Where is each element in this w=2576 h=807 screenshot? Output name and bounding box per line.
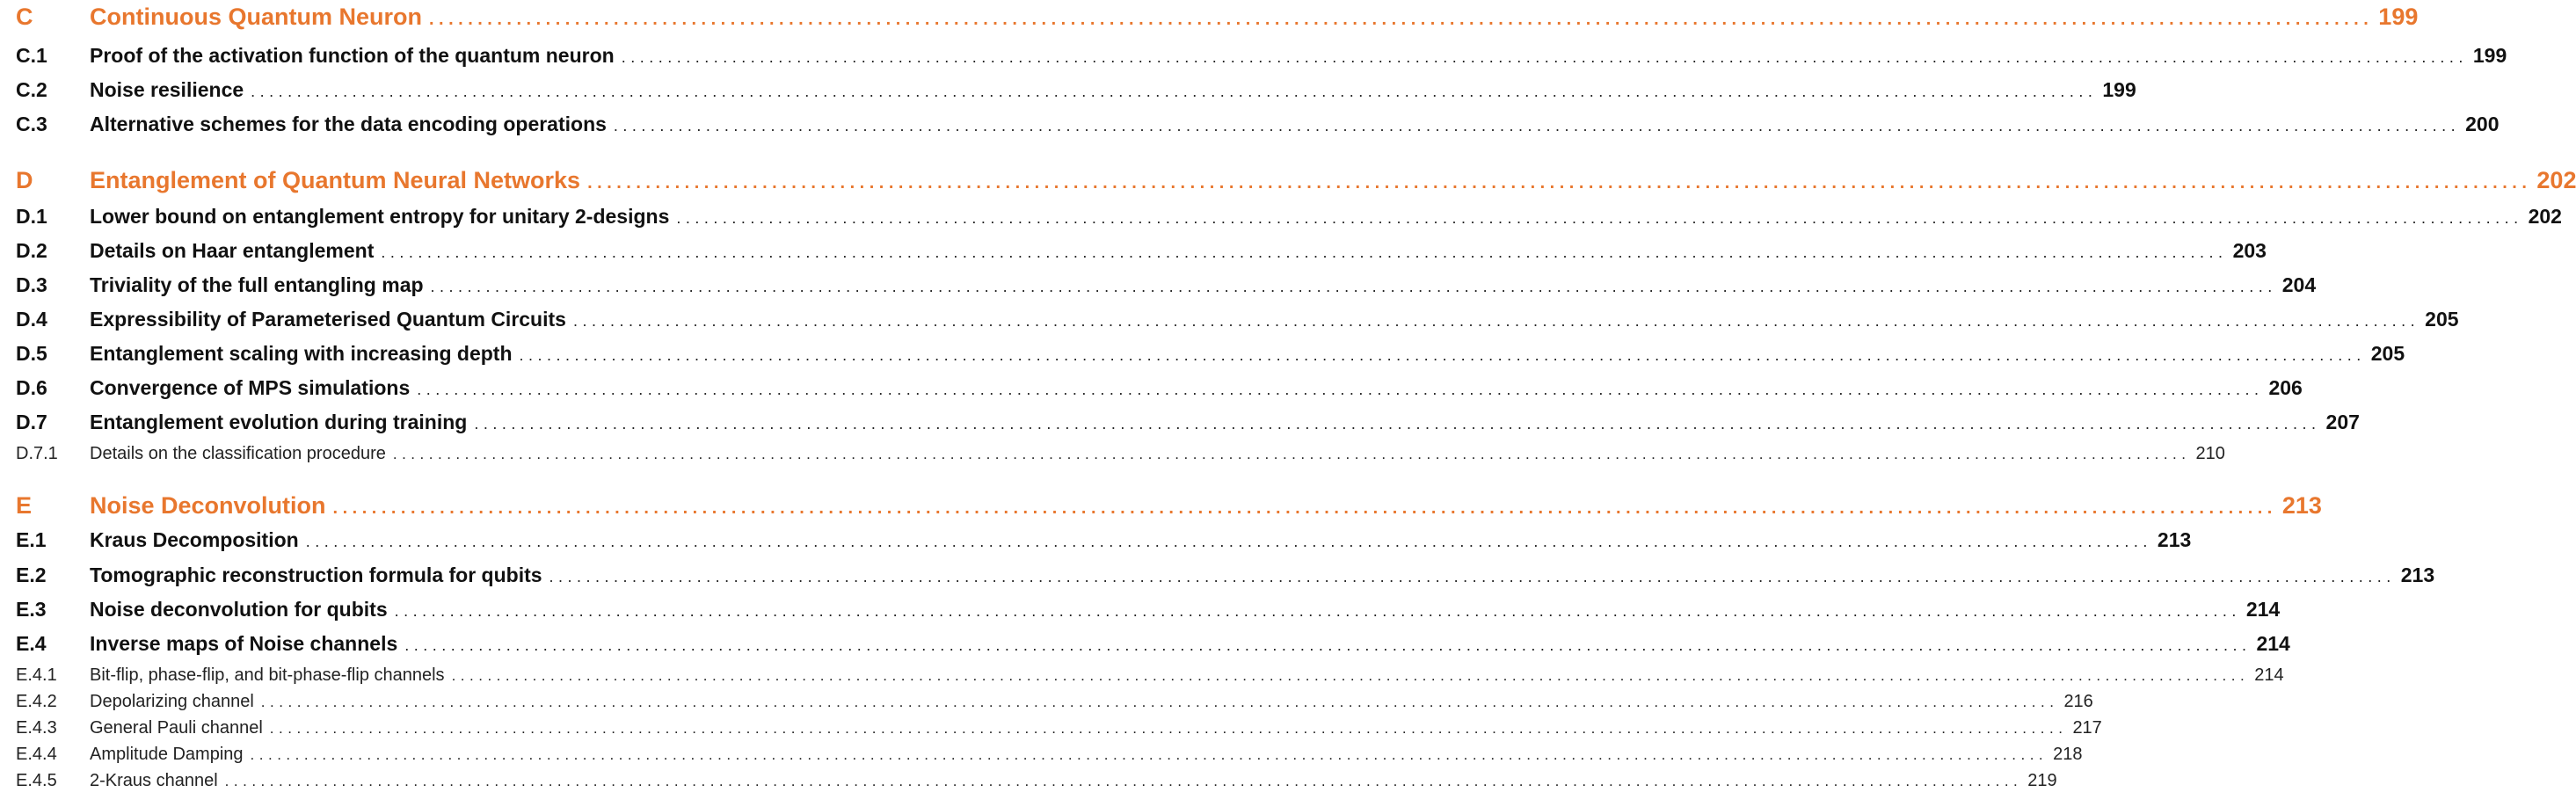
entry-number: C.3 bbox=[16, 113, 47, 135]
dot-leader: ........................................................................................................................................................................................................ bbox=[224, 773, 2023, 789]
entry-number: E.4.3 bbox=[16, 718, 57, 738]
entry-number: C.1 bbox=[16, 44, 47, 67]
dot-leader: ........................................................................................................................................................................................................ bbox=[251, 83, 2098, 100]
dot-leader: ........................................................................................................................................................................................................ bbox=[474, 415, 2321, 433]
entry-title[interactable]: Amplitude Damping bbox=[90, 745, 244, 764]
entry-title[interactable]: Depolarizing channel bbox=[90, 692, 254, 711]
dot-leader: ........................................................................................................................................................................................................ bbox=[428, 10, 2374, 29]
entry-title[interactable]: Triviality of the full entangling map bbox=[90, 273, 424, 296]
entry-page-number[interactable]: 217 bbox=[2072, 718, 2102, 738]
entry-page-number[interactable]: 205 bbox=[2370, 342, 2405, 365]
entry-title[interactable]: Entanglement evolution during training bbox=[90, 411, 468, 433]
toc-section-entry[interactable] bbox=[16, 239, 2267, 263]
toc-section-entry[interactable] bbox=[16, 78, 2136, 102]
toc-section-entry[interactable] bbox=[16, 376, 2303, 400]
dot-leader: ........................................................................................................................................................................................................ bbox=[519, 346, 2366, 364]
entry-number: D.3 bbox=[16, 273, 47, 296]
entry-number: E.4.1 bbox=[16, 665, 57, 685]
entry-number: E.3 bbox=[16, 598, 47, 621]
dot-leader: ........................................................................................................................................................................................................ bbox=[250, 746, 2048, 763]
entry-page-number[interactable]: 218 bbox=[2053, 745, 2083, 764]
dot-leader: ........................................................................................................................................................................................................ bbox=[392, 446, 2191, 462]
entry-page-number[interactable]: 219 bbox=[2027, 771, 2057, 790]
toc-chapter-entry[interactable] bbox=[16, 4, 2419, 31]
entry-page-number[interactable]: 214 bbox=[2254, 665, 2284, 685]
entry-title[interactable]: Lower bound on entanglement entropy for unitary 2-designs bbox=[90, 205, 670, 228]
toc-subsection-entry[interactable] bbox=[16, 771, 2057, 791]
entry-number: D.4 bbox=[16, 308, 47, 331]
entry-page-number[interactable]: 210 bbox=[2195, 444, 2225, 463]
entry-number: C.2 bbox=[16, 78, 47, 101]
entry-number: D.1 bbox=[16, 205, 47, 228]
entry-number: D bbox=[16, 167, 33, 193]
toc-section-entry[interactable] bbox=[16, 411, 2360, 434]
toc-section-entry[interactable] bbox=[16, 205, 2562, 229]
toc-section-entry[interactable] bbox=[16, 563, 2435, 587]
entry-number: E.1 bbox=[16, 528, 47, 551]
dot-leader: ........................................................................................................................................................................................................ bbox=[305, 533, 2152, 550]
entry-page-number[interactable]: 214 bbox=[2245, 598, 2281, 621]
toc-section-entry[interactable] bbox=[16, 598, 2281, 622]
dot-leader: ........................................................................................................................................................................................................ bbox=[381, 244, 2228, 261]
toc-subsection-entry[interactable] bbox=[16, 665, 2284, 686]
entry-title[interactable]: Noise deconvolution for qubits bbox=[90, 598, 388, 621]
entry-title[interactable]: Details on Haar entanglement bbox=[90, 239, 375, 262]
entry-title[interactable]: Proof of the activation function of the quantum neuron bbox=[90, 44, 615, 67]
entry-number: D.2 bbox=[16, 239, 47, 262]
entry-number: E.4.5 bbox=[16, 771, 57, 790]
entry-page-number[interactable]: 207 bbox=[2325, 411, 2360, 433]
entry-title[interactable]: Expressibility of Parameterised Quantum Circuits bbox=[90, 308, 566, 331]
dot-leader: ........................................................................................................................................................................................................ bbox=[549, 568, 2396, 585]
toc-subsection-entry[interactable] bbox=[16, 745, 2083, 765]
entry-page-number[interactable]: 199 bbox=[2102, 78, 2136, 101]
toc-section-entry[interactable] bbox=[16, 44, 2507, 68]
entry-title[interactable]: Noise Deconvolution bbox=[90, 492, 326, 519]
entry-title[interactable]: Kraus Decomposition bbox=[90, 528, 299, 551]
toc-subsection-entry[interactable] bbox=[16, 444, 2225, 464]
entry-title[interactable]: Noise resilience bbox=[90, 78, 244, 101]
dot-leader: ........................................................................................................................................................................................................ bbox=[430, 278, 2277, 295]
entry-title[interactable]: Continuous Quantum Neuron bbox=[90, 4, 422, 30]
entry-page-number[interactable]: 199 bbox=[2378, 4, 2419, 30]
entry-page-number[interactable]: 206 bbox=[2268, 376, 2303, 399]
dot-leader: ........................................................................................................................................................................................................ bbox=[260, 694, 2059, 710]
dot-leader: ........................................................................................................................................................................................................ bbox=[394, 602, 2241, 620]
dot-leader: ........................................................................................................................................................................................................ bbox=[587, 173, 2532, 193]
toc-section-entry[interactable] bbox=[16, 342, 2405, 366]
dot-leader: ........................................................................................................................................................................................................ bbox=[613, 117, 2461, 134]
entry-number: D.7.1 bbox=[16, 444, 58, 463]
toc-section-entry[interactable] bbox=[16, 528, 2192, 552]
entry-page-number[interactable]: 202 bbox=[2528, 205, 2562, 228]
entry-title[interactable]: Bit-flip, phase-flip, and bit-phase-flip channels bbox=[90, 665, 445, 685]
entry-title[interactable]: Alternative schemes for the data encoding operations bbox=[90, 113, 607, 135]
entry-number: C bbox=[16, 4, 33, 30]
entry-page-number[interactable]: 213 bbox=[2400, 563, 2435, 586]
dot-leader: ........................................................................................................................................................................................................ bbox=[404, 636, 2252, 654]
entry-page-number[interactable]: 213 bbox=[2281, 492, 2322, 519]
dot-leader: ........................................................................................................................................................................................................ bbox=[417, 381, 2264, 398]
toc-section-entry[interactable] bbox=[16, 308, 2459, 331]
entry-number: E.4 bbox=[16, 632, 47, 655]
dot-leader: ........................................................................................................................................................................................................ bbox=[332, 498, 2277, 518]
toc-section-entry[interactable] bbox=[16, 632, 2290, 656]
entry-page-number[interactable]: 213 bbox=[2157, 528, 2192, 551]
entry-title[interactable]: Convergence of MPS simulations bbox=[90, 376, 411, 399]
entry-page-number[interactable]: 214 bbox=[2256, 632, 2290, 655]
entry-title[interactable]: 2-Kraus channel bbox=[90, 771, 218, 790]
entry-title[interactable]: Tomographic reconstruction formula for qubits bbox=[90, 563, 542, 586]
entry-page-number[interactable]: 203 bbox=[2232, 239, 2267, 262]
entry-page-number[interactable]: 216 bbox=[2063, 692, 2093, 711]
entry-page-number[interactable]: 204 bbox=[2281, 273, 2317, 296]
toc-chapter-entry[interactable] bbox=[16, 492, 2322, 520]
entry-number: E.2 bbox=[16, 563, 47, 586]
entry-number: E bbox=[16, 492, 33, 519]
toc-subsection-entry[interactable] bbox=[16, 718, 2102, 738]
toc-subsection-entry[interactable] bbox=[16, 692, 2093, 712]
dot-leader: ........................................................................................................................................................................................................ bbox=[451, 667, 2250, 684]
entry-page-number[interactable]: 202 bbox=[2536, 167, 2576, 193]
toc-chapter-entry[interactable] bbox=[16, 167, 2576, 194]
dot-leader: ........................................................................................................................................................................................................ bbox=[269, 720, 2068, 737]
entry-title[interactable]: Entanglement scaling with increasing depth bbox=[90, 342, 513, 365]
entry-number: E.4.2 bbox=[16, 692, 57, 711]
entry-title[interactable]: Details on the classification procedure bbox=[90, 444, 386, 463]
entry-title[interactable]: Entanglement of Quantum Neural Networks bbox=[90, 167, 581, 193]
toc-section-entry[interactable] bbox=[16, 273, 2317, 297]
entry-title[interactable]: General Pauli channel bbox=[90, 718, 263, 738]
toc-section-entry[interactable] bbox=[16, 113, 2500, 136]
entry-page-number[interactable]: 205 bbox=[2425, 308, 2459, 331]
entry-page-number[interactable]: 200 bbox=[2465, 113, 2500, 135]
dot-leader: ........................................................................................................................................................................................................ bbox=[676, 209, 2523, 227]
dot-leader: ........................................................................................................................................................................................................ bbox=[572, 312, 2420, 330]
entry-number: D.5 bbox=[16, 342, 47, 365]
entry-number: D.6 bbox=[16, 376, 47, 399]
dot-leader: ........................................................................................................................................................................................................ bbox=[621, 48, 2468, 66]
entry-title[interactable]: Inverse maps of Noise channels bbox=[90, 632, 398, 655]
entry-page-number[interactable]: 199 bbox=[2472, 44, 2507, 67]
entry-number: D.7 bbox=[16, 411, 47, 433]
entry-number: E.4.4 bbox=[16, 745, 57, 764]
